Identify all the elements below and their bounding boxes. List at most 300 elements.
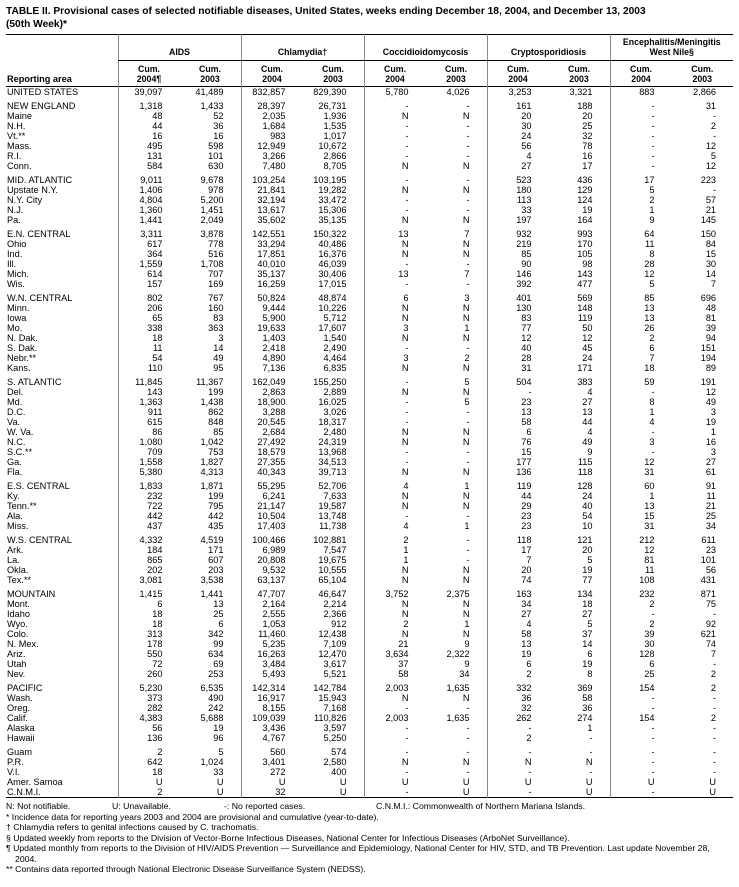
cell-value: N bbox=[364, 249, 426, 259]
cell-value: 25 bbox=[610, 669, 672, 679]
cell-value: 75 bbox=[705, 598, 717, 609]
cell-value: 40,486 bbox=[318, 238, 347, 249]
cell-value: 27,492 bbox=[241, 437, 303, 447]
cell-value: 121 bbox=[577, 534, 593, 545]
cell-value: 49 bbox=[705, 396, 717, 407]
cell-value: 1 bbox=[464, 322, 470, 333]
cell-value: 313 bbox=[118, 629, 180, 639]
cell-value: 101 bbox=[208, 150, 224, 161]
table-row bbox=[6, 437, 733, 447]
cell-value: 11,845 bbox=[118, 377, 180, 387]
cell-reporting-area: Minn. bbox=[7, 302, 30, 313]
table-row bbox=[6, 511, 733, 521]
table-row bbox=[6, 629, 733, 639]
cell-value: 128 bbox=[577, 480, 593, 491]
cum-label: Cum. bbox=[568, 63, 591, 74]
cell-reporting-area: N.H. bbox=[7, 120, 26, 131]
cell-reporting-area: Mont. bbox=[7, 598, 30, 609]
cell-value: 47,707 bbox=[241, 589, 303, 599]
cell-value: N bbox=[364, 313, 426, 323]
cell-value: 3,253 bbox=[487, 86, 549, 97]
cell-value: 12 bbox=[610, 545, 672, 555]
cell-value: 6 bbox=[610, 343, 672, 353]
cell-value: 19,675 bbox=[318, 554, 347, 565]
cell-value: 162,049 bbox=[241, 377, 303, 387]
table-body bbox=[6, 86, 733, 797]
cell-value: 993 bbox=[577, 228, 593, 239]
table-row bbox=[6, 185, 733, 195]
table-row bbox=[6, 387, 733, 397]
cell-value: 6,241 bbox=[241, 491, 303, 501]
cell-value: 13,748 bbox=[318, 510, 347, 521]
cell-reporting-area: Miss. bbox=[7, 520, 29, 531]
table-row bbox=[6, 407, 733, 417]
cell-value: 34 bbox=[459, 668, 470, 679]
cell-reporting-area: Va. bbox=[7, 416, 21, 427]
cell-value: 1,936 bbox=[323, 110, 347, 121]
cell-value: 27 bbox=[582, 396, 593, 407]
cell-value: - bbox=[466, 194, 470, 205]
cell-value: 30 bbox=[705, 258, 717, 269]
cell-value: N bbox=[364, 363, 426, 373]
cell-value: 94 bbox=[705, 332, 717, 343]
cell-value: - bbox=[712, 692, 717, 703]
cell-value: - bbox=[487, 787, 549, 798]
cell-reporting-area: Ga. bbox=[7, 456, 22, 467]
cell-value: 34 bbox=[487, 599, 549, 609]
table-row bbox=[6, 86, 733, 97]
cell-value: 1 bbox=[610, 205, 672, 215]
cell-value: 52,706 bbox=[318, 480, 347, 491]
cell-value: 2 bbox=[364, 535, 426, 545]
cell-value: 5,688 bbox=[200, 712, 224, 723]
cell-value: 3 bbox=[710, 446, 717, 457]
cell-value: 13 bbox=[213, 598, 224, 609]
cell-value: N bbox=[364, 467, 426, 477]
cell-value: 523 bbox=[487, 175, 549, 185]
cell-value: 753 bbox=[208, 446, 224, 457]
cell-value: - bbox=[466, 120, 470, 131]
cell-value: U bbox=[585, 776, 593, 787]
cell-reporting-area: NEW ENGLAND bbox=[7, 100, 76, 111]
cell-value: 707 bbox=[208, 268, 224, 279]
cell-value: 2,214 bbox=[323, 598, 347, 609]
cell-value: 180 bbox=[487, 185, 549, 195]
cell-value: 76 bbox=[487, 437, 549, 447]
cell-value: 3,538 bbox=[200, 574, 224, 585]
cell-value: 136 bbox=[487, 467, 549, 477]
cum-label: Cum. bbox=[691, 63, 714, 74]
table-row bbox=[6, 683, 733, 693]
cell-value: 85 bbox=[610, 293, 672, 303]
cell-value: 436 bbox=[577, 174, 593, 185]
footnote-legend bbox=[6, 801, 733, 811]
cell-value: 4 bbox=[364, 521, 426, 531]
cell-value: 3,436 bbox=[241, 723, 303, 733]
table-row bbox=[6, 481, 733, 491]
cell-value: 20 bbox=[582, 544, 593, 555]
cell-value: 12 bbox=[705, 386, 717, 397]
cell-value: 19,587 bbox=[318, 500, 347, 511]
cell-value: 5 bbox=[610, 279, 672, 289]
cell-value: 2 bbox=[610, 599, 672, 609]
cell-value: 2 bbox=[710, 120, 717, 131]
cell-value: 16,376 bbox=[318, 248, 347, 259]
cell-value: 28 bbox=[487, 353, 549, 363]
cell-reporting-area: Conn. bbox=[7, 160, 32, 171]
cell-reporting-area: Amer. Samoa bbox=[7, 776, 63, 787]
cell-value: 615 bbox=[118, 417, 180, 427]
cell-value: - bbox=[610, 733, 672, 743]
legend-item: -: No reported cases. bbox=[224, 800, 306, 811]
cell-value: 1 bbox=[364, 545, 426, 555]
cell-value: 134 bbox=[577, 588, 593, 599]
cell-value: 178 bbox=[118, 639, 180, 649]
cell-value: 1,871 bbox=[200, 480, 224, 491]
cell-value: 32 bbox=[487, 703, 549, 713]
cell-value: 50,824 bbox=[241, 293, 303, 303]
cell-value: 60 bbox=[610, 481, 672, 491]
cell-value: - bbox=[364, 457, 426, 467]
cell-value: N bbox=[462, 312, 470, 323]
cell-value: - bbox=[466, 732, 470, 743]
cell-value: N bbox=[462, 362, 470, 373]
cell-value: 6 bbox=[487, 427, 549, 437]
cell-value: 69 bbox=[213, 658, 224, 669]
cell-value: - bbox=[466, 258, 470, 269]
cell-value: 28 bbox=[610, 259, 672, 269]
cell-reporting-area: Colo. bbox=[7, 628, 29, 639]
cell-value: 37 bbox=[582, 628, 593, 639]
footnote-note: ¶ Updated monthly from reports to the Division of HIV/AIDS Prevention — Surveillance and Epidemiology, National Center for HIV, STD, and TB Prevention. Last update November 28, 2004. bbox=[6, 843, 710, 864]
cell-value: 5,780 bbox=[364, 86, 426, 97]
cell-value: - bbox=[712, 130, 717, 141]
cell-value: 1,318 bbox=[118, 101, 180, 111]
cell-value: N bbox=[462, 160, 470, 171]
notifiable-diseases-table bbox=[6, 34, 733, 798]
cell-value: - bbox=[466, 406, 470, 417]
cell-value: 614 bbox=[118, 269, 180, 279]
cell-value: 431 bbox=[700, 574, 717, 585]
cell-value: 142,314 bbox=[241, 683, 303, 693]
cell-value: 16,025 bbox=[318, 396, 347, 407]
cell-value: - bbox=[364, 787, 426, 798]
cell-value: - bbox=[364, 377, 426, 387]
cell-value: 27 bbox=[487, 609, 549, 619]
cell-value: 74 bbox=[705, 638, 717, 649]
cell-value: 37 bbox=[364, 659, 426, 669]
cell-value: 128 bbox=[610, 649, 672, 659]
cell-reporting-area: Ala. bbox=[7, 510, 23, 521]
cell-value: 197 bbox=[487, 215, 549, 225]
cell-value: 19 bbox=[487, 649, 549, 659]
cell-value: - bbox=[364, 151, 426, 161]
cell-value: 6,989 bbox=[241, 545, 303, 555]
cell-value: 5,380 bbox=[118, 467, 180, 477]
cell-value: - bbox=[466, 722, 470, 733]
table-row bbox=[6, 151, 733, 161]
cell-value: 490 bbox=[208, 692, 224, 703]
cell-value: 20 bbox=[582, 110, 593, 121]
cell-value: 9,532 bbox=[241, 565, 303, 575]
cell-value: 400 bbox=[331, 766, 347, 777]
cell-value: 1,053 bbox=[241, 619, 303, 629]
cell-reporting-area: E.S. CENTRAL bbox=[7, 480, 70, 491]
cell-value: - bbox=[364, 447, 426, 457]
cell-value: 33 bbox=[213, 766, 224, 777]
cell-value: 49 bbox=[582, 436, 593, 447]
cell-value: N bbox=[462, 500, 470, 511]
cell-value: 516 bbox=[208, 248, 224, 259]
cell-value: 829,390 bbox=[313, 86, 347, 97]
cell-value: - bbox=[364, 131, 426, 141]
cell-value: N bbox=[462, 598, 470, 609]
year-label: 2003 bbox=[323, 73, 343, 84]
cell-value: 13 bbox=[582, 406, 593, 417]
cell-value: 17,015 bbox=[318, 278, 347, 289]
cell-value: 109,039 bbox=[241, 713, 303, 723]
cell-reporting-area: Maine bbox=[7, 110, 33, 121]
cell-value: 1,433 bbox=[200, 100, 224, 111]
table-row bbox=[6, 215, 733, 225]
cell-value: 17,607 bbox=[318, 322, 347, 333]
cell-value: 199 bbox=[208, 490, 224, 501]
cell-value: 3,878 bbox=[200, 228, 224, 239]
cell-value: 19 bbox=[213, 722, 224, 733]
cell-value: 81 bbox=[705, 312, 717, 323]
cell-value: - bbox=[466, 204, 470, 215]
cell-reporting-area: W.N. CENTRAL bbox=[7, 292, 73, 303]
cell-value: - bbox=[712, 732, 717, 743]
cell-value: 1,406 bbox=[118, 185, 180, 195]
cell-value: U bbox=[364, 777, 426, 787]
cell-value: - bbox=[466, 554, 470, 565]
cell-value: 8 bbox=[610, 397, 672, 407]
cell-value: 2,003 bbox=[364, 683, 426, 693]
cell-value: 621 bbox=[700, 628, 717, 639]
cell-value: 212 bbox=[610, 535, 672, 545]
cell-value: 40,343 bbox=[241, 467, 303, 477]
cell-value: 24 bbox=[582, 352, 593, 363]
cell-reporting-area: PACIFIC bbox=[7, 682, 43, 693]
cell-value: 194 bbox=[700, 352, 717, 363]
table-row bbox=[6, 457, 733, 467]
cell-value: 18 bbox=[118, 333, 180, 343]
cell-value: N bbox=[364, 575, 426, 585]
cell-value: 802 bbox=[118, 293, 180, 303]
cell-value: 7,633 bbox=[323, 490, 347, 501]
cell-value: 5,493 bbox=[241, 669, 303, 679]
cell-reporting-area: Calif. bbox=[7, 712, 28, 723]
cell-reporting-area: Vt.** bbox=[7, 130, 26, 141]
table-row bbox=[6, 733, 733, 743]
cell-value: 23 bbox=[487, 397, 549, 407]
cell-value: 617 bbox=[118, 239, 180, 249]
cell-value: 795 bbox=[208, 500, 224, 511]
cell-value: 2 bbox=[610, 619, 672, 629]
cell-value: 23 bbox=[705, 544, 717, 555]
cell-value: 6,535 bbox=[200, 682, 224, 693]
cell-reporting-area: E.N. CENTRAL bbox=[7, 228, 71, 239]
cell-value: 202 bbox=[118, 565, 180, 575]
cell-value: 58 bbox=[582, 692, 593, 703]
cell-value: 11,738 bbox=[319, 520, 347, 531]
cell-value: 862 bbox=[208, 406, 224, 417]
cell-value: - bbox=[712, 722, 717, 733]
cell-value: 30,406 bbox=[318, 268, 347, 279]
cell-value: 85 bbox=[213, 426, 224, 437]
cell-value: - bbox=[712, 766, 717, 777]
table-row bbox=[6, 313, 733, 323]
cell-value: 1 bbox=[610, 407, 672, 417]
cell-value: N bbox=[364, 333, 426, 343]
cell-value: 130 bbox=[487, 303, 549, 313]
cell-value: 363 bbox=[208, 322, 224, 333]
cell-value: 6 bbox=[487, 659, 549, 669]
cell-value: 58 bbox=[487, 629, 549, 639]
cell-value: 118 bbox=[487, 535, 549, 545]
cell-value: 7 bbox=[710, 648, 717, 659]
cell-value: U bbox=[709, 776, 717, 787]
cell-value: 163 bbox=[487, 589, 549, 599]
cell-value: 30 bbox=[610, 639, 672, 649]
table-row bbox=[6, 609, 733, 619]
table-row bbox=[6, 639, 733, 649]
cell-value: 1,415 bbox=[118, 589, 180, 599]
cell-value: 3 bbox=[710, 406, 717, 417]
cell-value: 25 bbox=[213, 608, 224, 619]
cell-reporting-area: Ky. bbox=[7, 490, 20, 501]
cell-value: - bbox=[364, 279, 426, 289]
cell-value: - bbox=[466, 456, 470, 467]
cell-value: - bbox=[610, 693, 672, 703]
cell-value: 10,504 bbox=[241, 511, 303, 521]
cell-value: 3,752 bbox=[364, 589, 426, 599]
cell-value: 242 bbox=[208, 702, 224, 713]
cell-value: - bbox=[466, 150, 470, 161]
cell-value: N bbox=[364, 161, 426, 171]
cell-value: - bbox=[610, 121, 672, 131]
cell-value: 1 bbox=[587, 722, 593, 733]
cell-value: 8 bbox=[610, 249, 672, 259]
cell-value: 18 bbox=[118, 609, 180, 619]
cell-value: 150,322 bbox=[313, 228, 347, 239]
cell-value: - bbox=[610, 703, 672, 713]
cell-value: 2,555 bbox=[241, 609, 303, 619]
cell-reporting-area: Upstate N.Y. bbox=[7, 184, 58, 195]
cell-value: 848 bbox=[208, 416, 224, 427]
cell-value: 48,874 bbox=[318, 292, 347, 303]
table-row bbox=[6, 703, 733, 713]
cell-value: - bbox=[610, 111, 672, 121]
cell-value: - bbox=[364, 205, 426, 215]
cell-value: 84 bbox=[705, 238, 717, 249]
cell-value: - bbox=[364, 175, 426, 185]
cell-value: 871 bbox=[700, 588, 717, 599]
cell-value: - bbox=[589, 766, 593, 777]
table-row bbox=[6, 121, 733, 131]
cell-value: 4 bbox=[587, 426, 593, 437]
cell-value: 2 bbox=[710, 668, 717, 679]
table-row bbox=[6, 669, 733, 679]
cell-value: 63,137 bbox=[241, 575, 303, 585]
cell-value: - bbox=[589, 732, 593, 743]
cell-value: 12 bbox=[582, 332, 593, 343]
cell-value: 146 bbox=[487, 269, 549, 279]
cell-value: 495 bbox=[118, 141, 180, 151]
cell-value: - bbox=[364, 747, 426, 757]
cell-value: 12,949 bbox=[241, 141, 303, 151]
table-row bbox=[6, 501, 733, 511]
cell-value: 58 bbox=[487, 417, 549, 427]
cell-value: 550 bbox=[118, 649, 180, 659]
legend-item: C.N.M.I.: Commonwealth of Northern Mariana Islands. bbox=[376, 800, 586, 811]
cell-value: N bbox=[364, 757, 426, 767]
cell-value: 7 bbox=[610, 353, 672, 363]
cell-value: 23 bbox=[487, 521, 549, 531]
cell-reporting-area: Idaho bbox=[7, 608, 30, 619]
table-row bbox=[6, 269, 733, 279]
cell-value: 206 bbox=[118, 303, 180, 313]
cell-value: 21,841 bbox=[241, 185, 303, 195]
cell-value: 41,489 bbox=[195, 86, 224, 97]
cell-value: 24,319 bbox=[318, 436, 347, 447]
cell-value: 77 bbox=[487, 323, 549, 333]
cell-value: 20 bbox=[487, 565, 549, 575]
cell-value: 630 bbox=[208, 160, 224, 171]
cell-value: 27,355 bbox=[241, 457, 303, 467]
cell-value: 10,672 bbox=[318, 140, 347, 151]
cell-reporting-area: C.N.M.I. bbox=[7, 786, 41, 797]
cell-value: 19 bbox=[582, 204, 593, 215]
cell-value: 203 bbox=[208, 564, 224, 575]
cell-value: 1,833 bbox=[118, 481, 180, 491]
cell-value: 99 bbox=[213, 638, 224, 649]
cell-value: 31 bbox=[705, 100, 717, 111]
cell-value: 2 bbox=[464, 352, 470, 363]
cell-value: 1,827 bbox=[200, 456, 224, 467]
cell-value: - bbox=[466, 416, 470, 427]
cell-value: 18 bbox=[582, 598, 593, 609]
cell-value: 145 bbox=[700, 214, 717, 225]
cell-value: 2 bbox=[710, 712, 717, 723]
cell-value: 12 bbox=[487, 333, 549, 343]
cell-value: 142,551 bbox=[241, 229, 303, 239]
cell-value: 260 bbox=[118, 669, 180, 679]
cell-value: 3,401 bbox=[241, 757, 303, 767]
cell-reporting-area: Pa. bbox=[7, 214, 21, 225]
cell-value: 504 bbox=[487, 377, 549, 387]
table-row bbox=[6, 447, 733, 457]
cell-value: 2 bbox=[610, 195, 672, 205]
cell-value: 13,968 bbox=[318, 446, 347, 457]
cell-value: 18 bbox=[118, 767, 180, 777]
cell-value: 7 bbox=[464, 268, 470, 279]
cell-value: N bbox=[364, 185, 426, 195]
table-row bbox=[6, 323, 733, 333]
cell-value: 25 bbox=[582, 120, 593, 131]
cell-value: 10,555 bbox=[318, 564, 347, 575]
cell-value: 74 bbox=[487, 575, 549, 585]
cell-value: 832,857 bbox=[241, 86, 303, 97]
cell-value: - bbox=[610, 609, 672, 619]
cell-value: 33,472 bbox=[318, 194, 347, 205]
cell-value: 1,708 bbox=[200, 258, 224, 269]
cell-value: 9,444 bbox=[241, 303, 303, 313]
cell-reporting-area: N.C. bbox=[7, 436, 26, 447]
cell-value: 912 bbox=[331, 618, 347, 629]
cell-value: 142,784 bbox=[313, 682, 347, 693]
